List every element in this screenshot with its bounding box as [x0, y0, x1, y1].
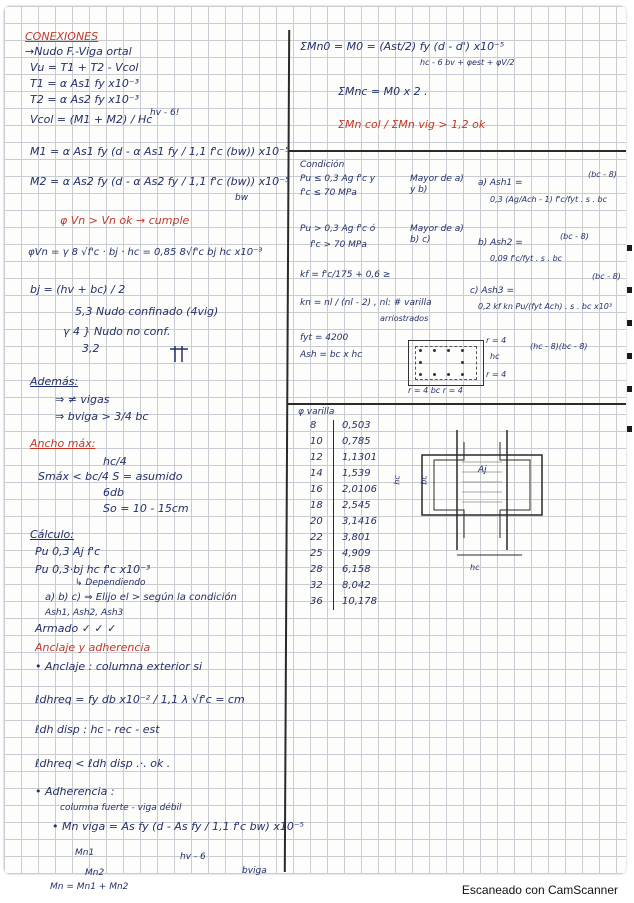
cond-1b: f'c ≤ 70 MPa [300, 188, 357, 198]
label-hc-section: hc [490, 352, 500, 361]
top-right-divider [288, 150, 626, 152]
formula-mn-sum: Mn = Mn1 + Mn2 [50, 882, 129, 892]
varilla-table: 8 0,503 10 0,785 12 1,1301 14 1,539 16 2,0106 18 2,545 20 3,1416 22 3,801 25 4,909 28 6,158 32 8,042 36 10,178 [310, 420, 377, 607]
ash3-note: (bc - 8) [592, 272, 621, 281]
edge-mark [627, 287, 632, 293]
formula-kf: kf = f'c/175 + 0,6 ≥ [300, 270, 391, 280]
note-smno-sub: hc - 6 bv + φest + φV/2 [420, 58, 515, 67]
column-section-diagram [408, 340, 484, 386]
formula-fyt: fyt = 4200 [300, 333, 349, 343]
smax-option-3: 6db [103, 486, 124, 499]
note-anclaje: • Anclaje : columna exterior si [35, 660, 203, 673]
nudo-symbol-icon [168, 345, 190, 363]
formula-phi-vn: φ Vn > Vn ok → cumple [60, 214, 190, 227]
heading-adherencia: • Adherencia : [35, 785, 115, 798]
formula-t2: T2 = α As2 fy x10⁻³ [30, 93, 140, 106]
formula-vcol: Vcol = (M1 + M2) / Hc [30, 113, 153, 126]
gamma-option-1: 5,3 Nudo confinado (4vig) [75, 305, 219, 318]
cond-2b: f'c > 70 MPa [310, 240, 367, 250]
note-line: →Nudo F.-Viga ortal [25, 45, 132, 58]
label-mn2: Mn2 [85, 868, 105, 878]
formula-t1: T1 = α As1 fy x10⁻³ [30, 77, 140, 90]
label-hv: hv - 6 [180, 852, 206, 862]
formula-bj: bj = (hv + bc) / 2 [30, 283, 126, 296]
formula-kn: kn = nl / (nl - 2) , nl: # varilla [300, 298, 432, 308]
formula-pu-2: Pu 0,3·bj hc f'c x10⁻³ [35, 563, 151, 576]
heading-calculo: Cálculo: [30, 528, 74, 541]
formula-phi-vn-calc: φVn = γ 8 √f'c · bj · hc = 0,85 8√f'c bj hc x10⁻³ [28, 247, 263, 258]
cond-1c: Mayor de a) y b) [410, 174, 464, 196]
formula-mn-viga: • Mn viga = As fy (d - As fy / 1,1 f'c bw) x10⁻⁵ [52, 820, 305, 833]
formula-ldh-disp: ℓdh disp : hc - rec - est [35, 723, 160, 736]
ash3-label: c) Ash3 = [470, 286, 514, 296]
note-vigas: ⇒ ≠ vigas [55, 393, 110, 406]
cond-2a: Pu > 0,3 Ag f'c ó [300, 224, 376, 234]
edge-mark [627, 426, 632, 432]
ash2-label: b) Ash2 = [478, 238, 523, 248]
ash1-label: a) Ash1 = [478, 178, 523, 188]
note-ash: Ash1, Ash2, Ash3 [45, 608, 124, 618]
label-hc-left: hc [392, 475, 402, 485]
label-mn1: Mn1 [75, 848, 95, 858]
note-bw: bw [235, 193, 249, 203]
note-condicion: a) b) c) ⇒ Elijo el > según la condición [45, 592, 237, 603]
formula-ash: Ash = bc x hc [300, 350, 363, 360]
label-bc: bc [419, 475, 429, 485]
ash3-note-2: (hc - 8)(bc - 8) [530, 342, 588, 351]
gamma-option-3: 3,2 [82, 342, 100, 355]
ash2-formula: 0,09 f'c/fyt . s . bc [490, 254, 563, 263]
smax-option-2: Smáx < bc/4 S = asumido [38, 470, 183, 483]
note-arriostrados: arriostrados [380, 314, 429, 323]
heading-ademas: Además: [30, 375, 79, 388]
formula-vu: Vu = T1 + T2 - Vcol [30, 61, 139, 74]
smax-option-4: So = 10 - 15cm [103, 502, 189, 515]
formula-smnc: ΣMnc = M0 x 2 . [338, 85, 428, 98]
label-aj: Aj [478, 465, 487, 475]
formula-smno: ΣMn0 = M0 = (Ast/2) fy (d - d') x10⁻⁵ [300, 40, 505, 53]
cond-2c: Mayor de a) b) c) [410, 224, 464, 246]
heading-condicion: Condición [300, 160, 345, 170]
edge-mark [627, 245, 632, 251]
note-hv: hv - 6! [150, 108, 180, 118]
smax-option-1: hc/4 [103, 455, 127, 468]
ash3-formula: 0,2 kf kn Pu/(fyt Ach) . s . bc x10³ [478, 302, 613, 311]
mid-right-divider [288, 403, 626, 405]
label-bviga: bviga [242, 866, 267, 876]
heading-anclaje: Anclaje y adherencia [35, 641, 151, 654]
joint-cross-diagram [412, 420, 552, 560]
label-hc-bottom: hc [470, 563, 480, 572]
table-divider [333, 420, 334, 610]
scanner-watermark: Escaneado con CamScanner [461, 883, 618, 897]
cond-1a: Pu ≤ 0,3 Ag f'c y [300, 174, 376, 184]
note-dependiendo: ↳ Dependiendo [75, 578, 146, 588]
ash1-note: (bc - 8) [588, 170, 617, 179]
note-columna-fuerte: columna fuerte - viga débil [60, 803, 182, 813]
formula-pu-1: Pu 0,3 Aj f'c [35, 545, 101, 558]
ash1-formula: 0,3 (Ag/Ach - 1) f'c/fyt . s . bc [490, 195, 607, 204]
label-r-bottom: r = 4 [486, 370, 507, 379]
edge-mark [627, 386, 632, 392]
edge-mark [627, 320, 632, 326]
heading-ancho-max: Ancho máx: [30, 437, 96, 450]
edge-mark [627, 353, 632, 359]
gamma-option-2: γ 4 } Nudo no conf. [63, 325, 171, 338]
note-ldh-check: ℓdhreq < ℓdh disp .·. ok . [35, 757, 171, 770]
note-armado: Armado ✓ ✓ ✓ [35, 622, 117, 635]
formula-m1: M1 = α As1 fy (d - α As1 fy / 1,1 f'c (bw)) x10⁻⁵ [30, 145, 290, 158]
formula-ratio: ΣMn col / ΣMn vig > 1,2 ok [338, 118, 486, 131]
formula-m2: M2 = α As2 fy (d - α As2 fy / 1,1 f'c (bw)) x10⁻⁵ [30, 175, 290, 188]
heading-conexiones: CONEXIONES [25, 30, 99, 43]
label-r-top: r = 4 [486, 336, 507, 345]
label-bc-section: r = 4 bc r = 4 [408, 386, 463, 395]
formula-ldhreq: ℓdhreq = fy db x10⁻² / 1,1 λ √f'c = cm [35, 693, 245, 706]
note-bviga: ⇒ bviga > 3/4 bc [55, 410, 149, 423]
heading-varilla: φ varilla [298, 407, 335, 417]
ash2-note: (bc - 8) [560, 232, 589, 241]
